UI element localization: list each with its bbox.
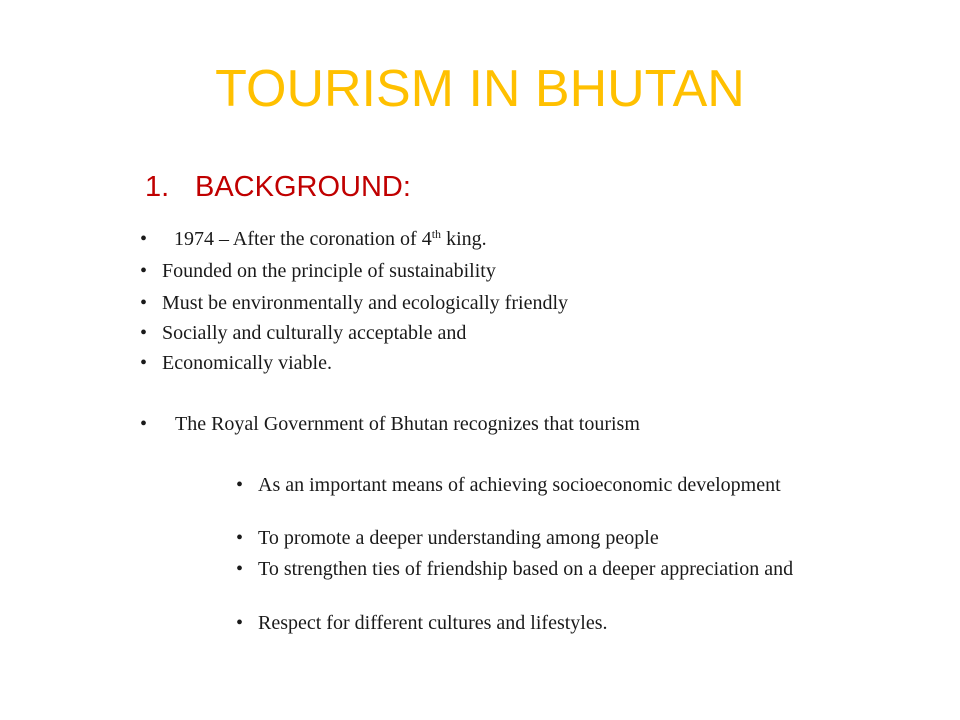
ordinal-suffix: th xyxy=(431,227,442,241)
section-heading xyxy=(145,168,411,206)
list-item xyxy=(140,292,840,314)
bullet-icon: • xyxy=(236,527,244,549)
sub-list-item xyxy=(236,474,816,496)
sub-list-item xyxy=(236,527,816,549)
sub-list-item-text: Respect for different cultures and lifestyles. xyxy=(258,612,608,634)
list-item-text: Must be environmentally and ecologically friendly xyxy=(162,292,568,314)
bullet-icon: • xyxy=(236,612,244,634)
list-item-text: Socially and culturally acceptable and xyxy=(162,322,467,344)
bullet-icon: • xyxy=(140,352,148,374)
sub-list-item-text: As an important means of achieving socioeconomic development xyxy=(258,474,781,496)
sub-list-item xyxy=(236,612,816,634)
bullet-icon: • xyxy=(236,474,244,496)
list-item-text: 1974 – After the coronation of 4th king. xyxy=(174,227,487,250)
list-item xyxy=(140,260,840,282)
list-item xyxy=(140,228,840,250)
sub-list-item-text: To promote a deeper understanding among people xyxy=(258,527,659,549)
sub-list-item xyxy=(236,558,816,580)
bullet-icon: • xyxy=(140,260,148,282)
list-item xyxy=(140,322,840,344)
sub-list-item-text: To strengthen ties of friendship based on a deeper appreciation and xyxy=(258,558,794,580)
list-item-text: Founded on the principle of sustainability xyxy=(162,260,496,282)
list-item xyxy=(140,413,840,435)
section-number: 1. xyxy=(145,171,170,203)
bullet-icon: • xyxy=(140,228,148,250)
section-label: BACKGROUND: xyxy=(195,171,411,203)
bullet-icon: • xyxy=(140,322,148,344)
bullet-icon: • xyxy=(140,413,148,435)
bullet-icon: • xyxy=(140,292,148,314)
list-item-text: Economically viable. xyxy=(162,352,332,374)
list-item-text: The Royal Government of Bhutan recognizes that tourism xyxy=(175,413,640,435)
slide-title: TOURISM IN BHUTAN xyxy=(215,60,745,118)
bullet-icon: • xyxy=(236,558,244,580)
list-item xyxy=(140,352,840,374)
